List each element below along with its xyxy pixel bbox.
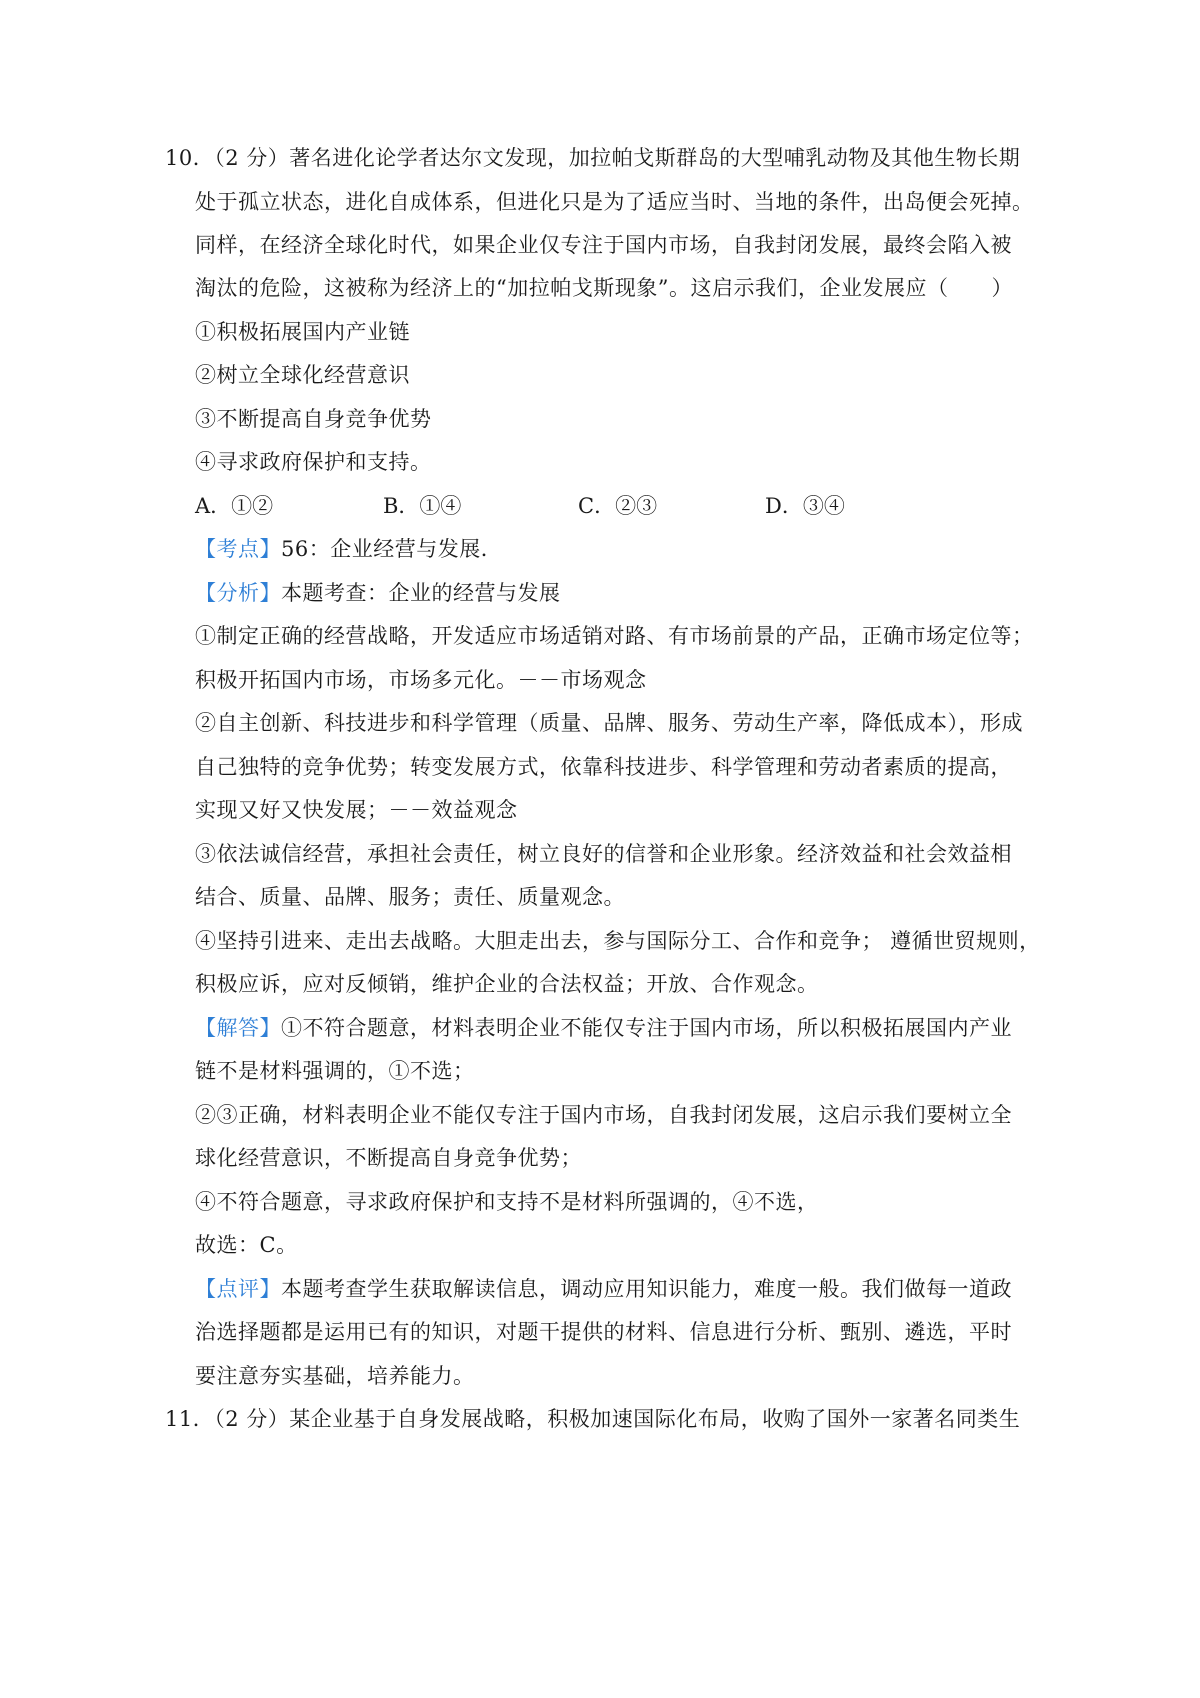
answer-line-3: 球化经营意识，不断提高自身竞争优势； — [195, 1146, 582, 1170]
analysis-line-7: 结合、质量、品牌、服务；责任、质量观念。 — [195, 885, 625, 909]
kaodian-tag: 【考点】 — [195, 537, 281, 561]
analysis-line-1: ①制定正确的经营战略，开发适应市场适销对路、有市场前景的产品，正确市场定位等； — [195, 624, 1034, 648]
analysis-line-3: ②自主创新、科技进步和科学管理（质量、品牌、服务、劳动生产率，降低成本），形成 — [195, 711, 1023, 735]
answer-line-1: 链不是材料强调的，①不选； — [195, 1059, 475, 1083]
q10-option-b: B．①④ — [383, 494, 462, 518]
q10-item-4: ④寻求政府保护和支持。 — [195, 450, 432, 474]
q10-option-c: C．②③ — [578, 494, 658, 518]
analysis-line-6: ③依法诚信经营，承担社会责任，树立良好的信誉和企业形象。经济效益和社会效益相 — [195, 842, 1012, 866]
answer-line-2: ②③正确，材料表明企业不能仅专注于国内市场，自我封闭发展，这启示我们要树立全 — [195, 1103, 1012, 1127]
analysis-line-9: 积极应诉，应对反倾销，维护企业的合法权益；开放、合作观念。 — [195, 972, 819, 996]
dianping-text: 本题考查学生获取解读信息，调动应用知识能力，难度一般。我们做每一道政 — [281, 1277, 1012, 1301]
analysis-line-5: 实现又好又快发展；－－效益观念 — [195, 798, 518, 822]
analysis-line-8: ④坚持引进来、走出去战略。大胆走出去，参与国际分工、合作和竞争； 遵循世贸规则， — [195, 929, 1041, 953]
fenxi-line — [195, 578, 561, 608]
dianping-line-2: 治选择题都是运用已有的知识，对题干提供的材料、信息进行分析、甄别、遴选，平时 — [195, 1320, 1012, 1344]
q10-stem-line-3: 同样，在经济全球化时代，如果企业仅专注于国内市场，自我封闭发展，最终会陷入被 — [195, 233, 1012, 257]
analysis-line-4: 自己独特的竞争优势；转变发展方式，依靠科技进步、科学管理和劳动者素质的提高， — [195, 755, 1012, 779]
jieda-line — [195, 1013, 1012, 1043]
q10-option-a: A．①② — [195, 494, 274, 518]
kaodian-text: 56：企业经营与发展． — [281, 537, 503, 561]
dianping-line — [195, 1274, 1012, 1304]
q10-item-2: ②树立全球化经营意识 — [195, 363, 410, 387]
dianping-line-3: 要注意夯实基础，培养能力。 — [195, 1364, 475, 1388]
kaodian-line — [195, 534, 502, 564]
q10-stem-line-4: 淘汰的危险，这被称为经济上的“加拉帕戈斯现象”。这启示我们，企业发展应（ ） — [195, 276, 1013, 300]
q10-stem-line-2: 处于孤立状态，进化自成体系，但进化只是为了适应当时、当地的条件，出岛便会死掉。 — [195, 190, 1034, 214]
analysis-line-2: 积极开拓国内市场，市场多元化。－－市场观念 — [195, 668, 647, 692]
q10-option-d: D．③④ — [765, 494, 845, 518]
jieda-tag: 【解答】 — [195, 1016, 281, 1040]
q10-stem-line-1: 10．（2 分）著名进化论学者达尔文发现，加拉帕戈斯群岛的大型哺乳动物及其他生物长期 — [165, 146, 1021, 170]
answer-line-4: ④不符合题意，寻求政府保护和支持不是材料所强调的，④不选， — [195, 1190, 819, 1214]
dianping-tag: 【点评】 — [195, 1277, 281, 1301]
q10-item-1: ①积极拓展国内产业链 — [195, 320, 410, 344]
q10-item-3: ③不断提高自身竞争优势 — [195, 407, 432, 431]
q11-stem-line-1: 11．（2 分）某企业基于自身发展战略，积极加速国际化布局，收购了国外一家著名同类生 — [165, 1407, 1021, 1431]
fenxi-text: 本题考查：企业的经营与发展 — [281, 581, 561, 605]
jieda-text: ①不符合题意，材料表明企业不能仅专注于国内市场，所以积极拓展国内产业 — [281, 1016, 1012, 1040]
answer-line-5: 故选：C。 — [195, 1233, 298, 1257]
fenxi-tag: 【分析】 — [195, 581, 281, 605]
